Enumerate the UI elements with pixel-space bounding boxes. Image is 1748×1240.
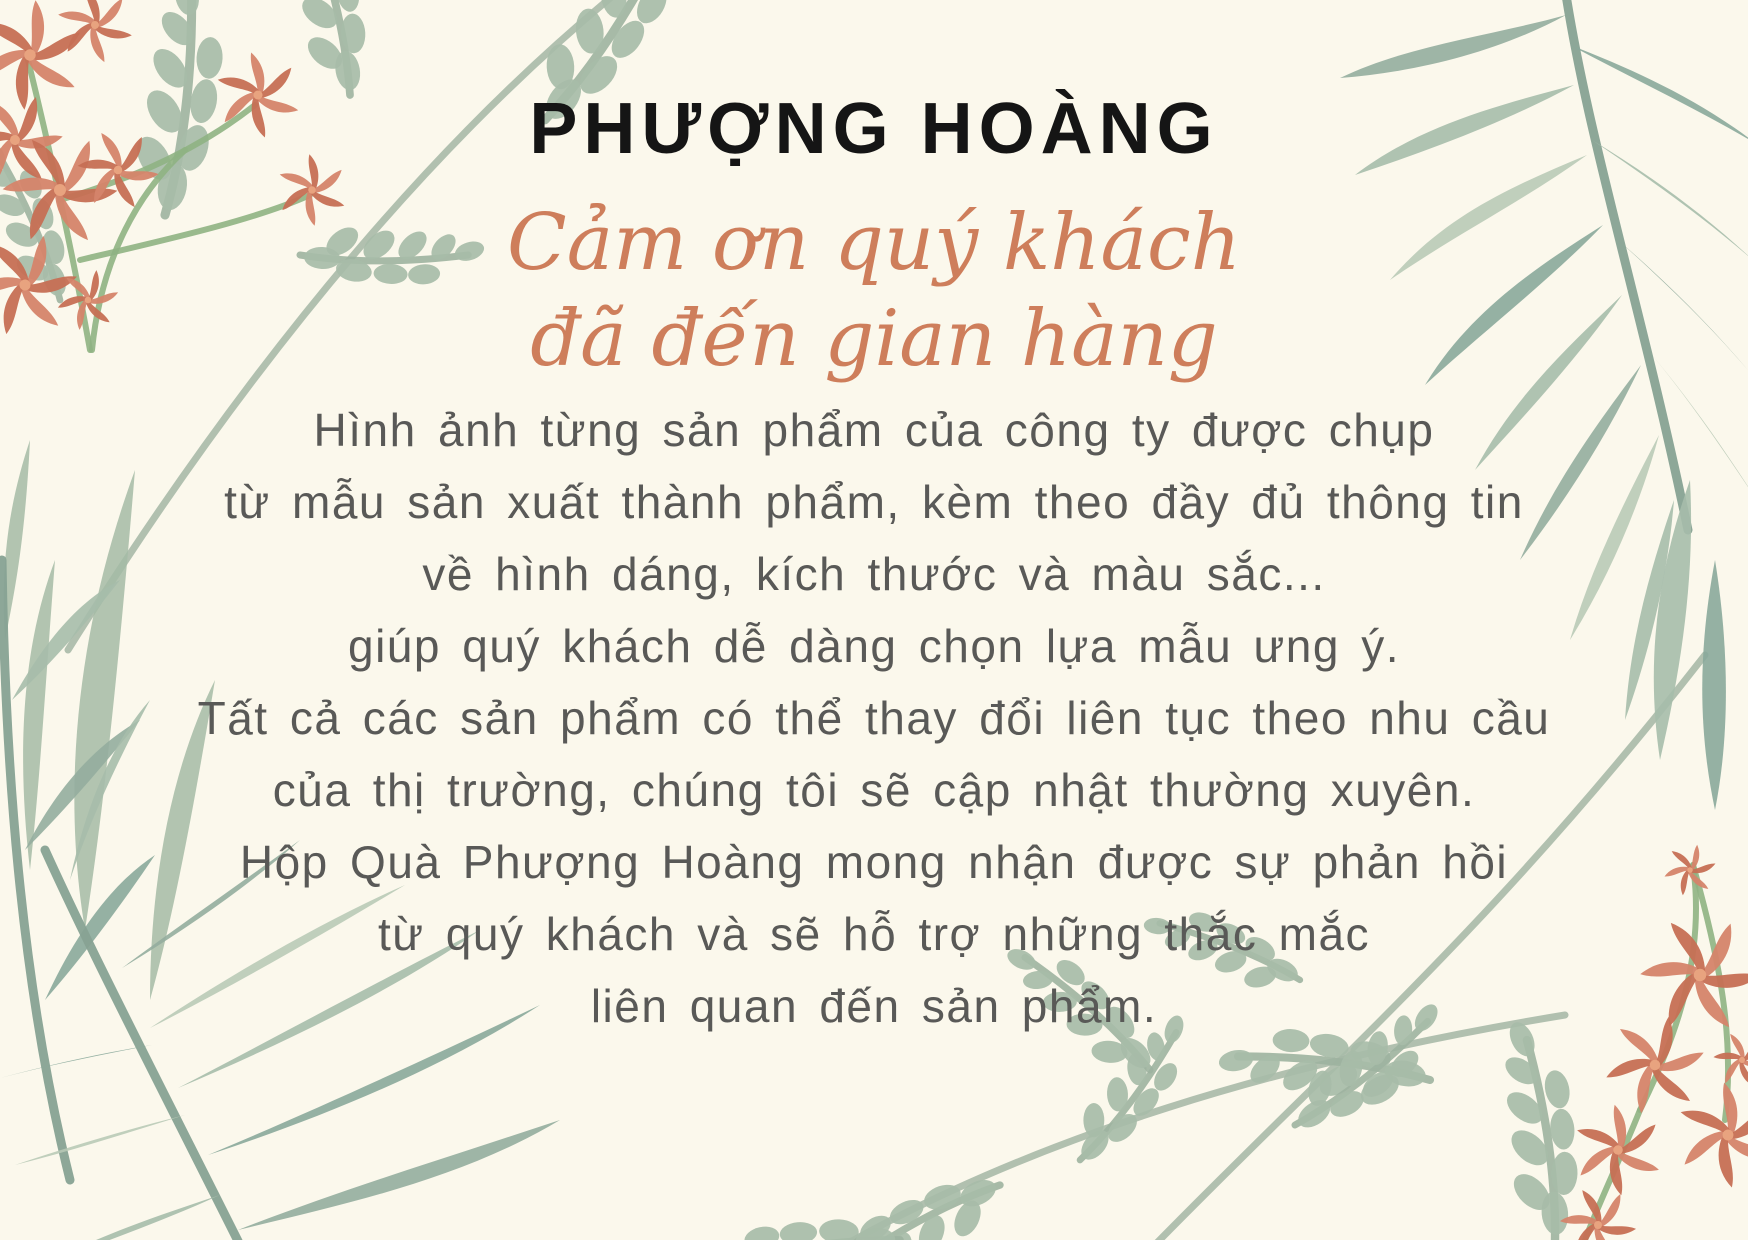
body-line: liên quan đến sản phẩm. xyxy=(590,980,1158,1032)
body-text xyxy=(0,394,1748,1042)
greeting-line-2: đã đến gian hàng xyxy=(530,294,1218,384)
body-line: về hình dáng, kích thước và màu sắc... xyxy=(422,548,1326,600)
body-line: từ mẫu sản xuất thành phẩm, kèm theo đầy đủ thông tin xyxy=(224,476,1524,528)
body-line: Hình ảnh từng sản phẩm của công ty được chụp xyxy=(313,404,1435,456)
brand-title: PHƯỢNG HOÀNG xyxy=(529,89,1219,169)
body-line: giúp quý khách dễ dàng chọn lựa mẫu ưng ý. xyxy=(348,620,1400,672)
body-line: của thị trường, chúng tôi sẽ cập nhật thường xuyên. xyxy=(272,764,1476,816)
body-line: từ quý khách và sẽ hỗ trợ những thắc mắc xyxy=(377,908,1371,960)
body-line: Hộp Quà Phượng Hoàng mong nhận được sự phản hồi xyxy=(239,836,1509,888)
body-line: Tất cả các sản phẩm có thể thay đổi liên tục theo nhu cầu xyxy=(197,692,1551,744)
greeting-line-1: Cảm ơn quý khách xyxy=(507,198,1241,288)
